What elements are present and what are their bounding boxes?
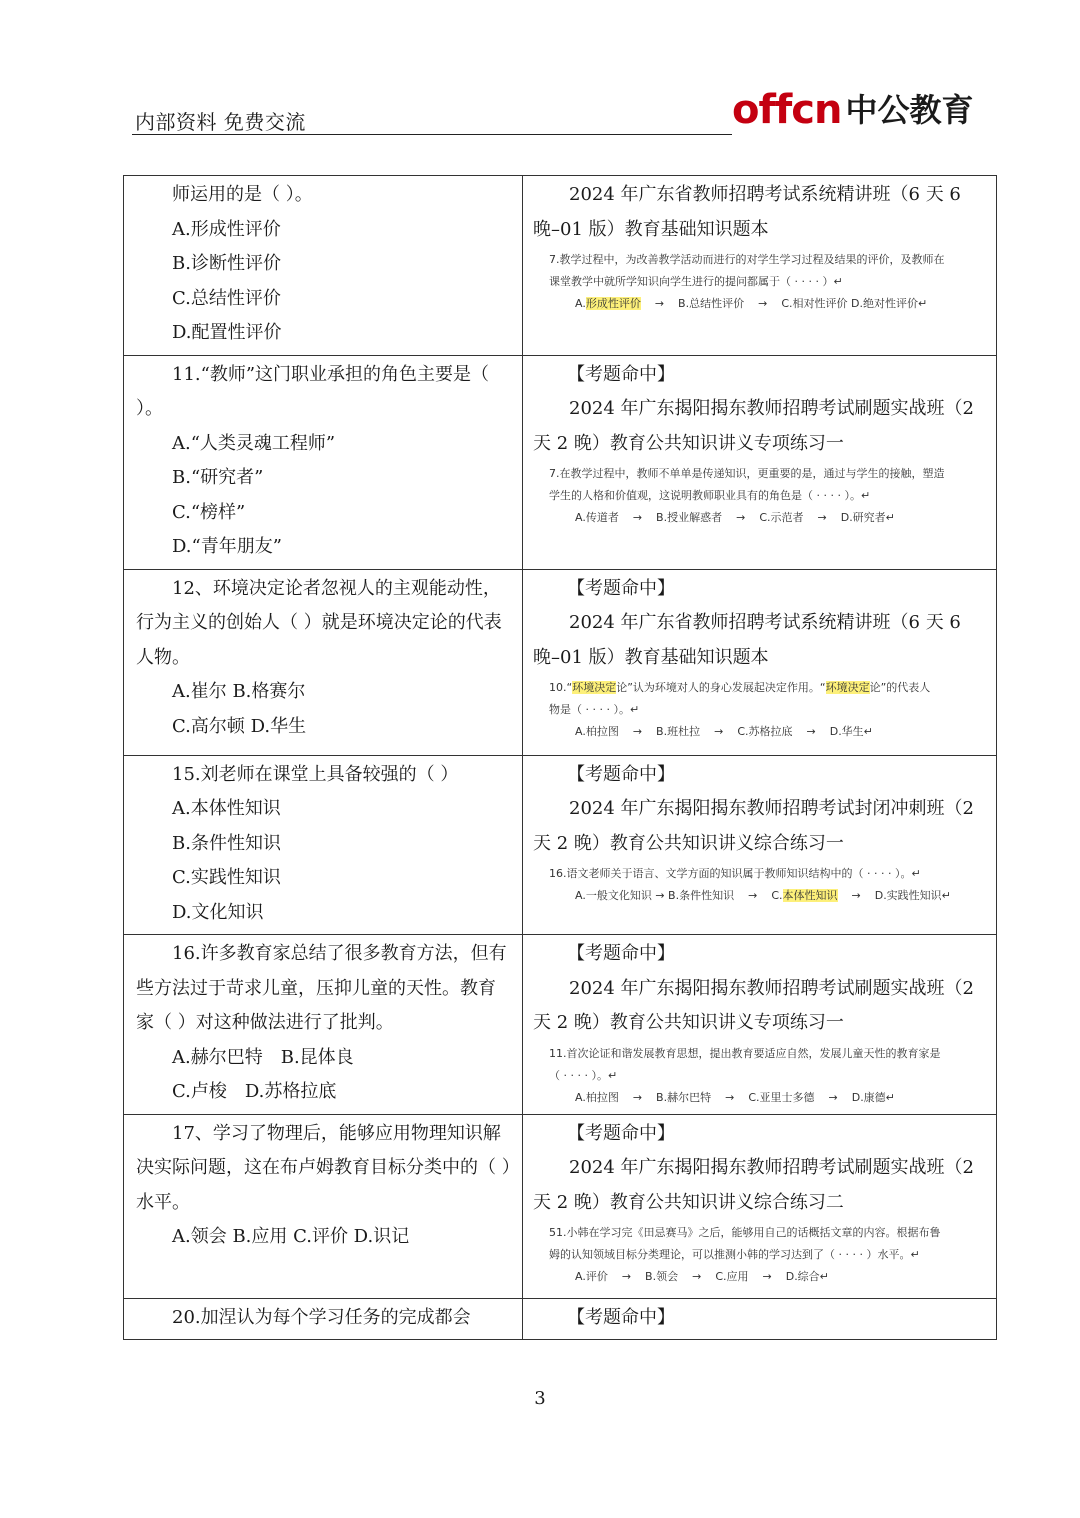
snippet-option: → bbox=[762, 1270, 772, 1283]
answer-option: A.赫尔巴特 B.昆体良 bbox=[172, 1046, 354, 1068]
hit-label: 【考题命中】 bbox=[567, 363, 675, 385]
table-row bbox=[124, 935, 997, 1115]
question-snippet bbox=[533, 1041, 986, 1109]
question-snippet bbox=[533, 675, 986, 743]
answer-option: D.文化知识 bbox=[172, 901, 264, 923]
snippet-option: B.班杜拉 bbox=[656, 725, 701, 738]
answer-option: B.诊断性评价 bbox=[172, 253, 281, 274]
hit-label: 【考题命中】 bbox=[567, 577, 675, 599]
question-text: 16.许多教育家总结了很多教育方法，但有些方法过于苛求儿童，压抑儿童的天性。教育家（ ）对这种做法进行了批判。 bbox=[136, 943, 507, 1033]
question-cell bbox=[124, 755, 523, 935]
snippet-option: → bbox=[758, 297, 768, 310]
source-cell bbox=[523, 355, 997, 569]
snippet-option: C.苏格拉底 bbox=[737, 725, 793, 738]
table-row bbox=[124, 755, 997, 935]
snippet-option: → bbox=[851, 889, 861, 902]
highlight-mark: 本体性知识 bbox=[782, 889, 838, 902]
answer-option: C.卢梭 D.苏格拉底 bbox=[172, 1081, 337, 1102]
snippet-option: C.应用 bbox=[715, 1270, 749, 1283]
answer-option: A.形成性评价 bbox=[172, 218, 281, 240]
question-cell bbox=[124, 1114, 523, 1298]
header-label: 内部资料 免费交流 bbox=[135, 110, 306, 134]
logo-wordmark: offcn bbox=[732, 87, 842, 133]
snippet-option: C.相对性评价 D.绝对性评价↵ bbox=[781, 297, 928, 310]
source-cell bbox=[523, 1114, 997, 1298]
table-row bbox=[124, 569, 997, 755]
highlight-mark: 形成性评价 bbox=[585, 297, 641, 310]
question-text: 12、环境决定论者忽视人的主观能动性，行为主义的创始人（ ）就是环境决定论的代表人物。 bbox=[136, 577, 502, 668]
snippet-option: → bbox=[621, 1270, 632, 1283]
question-cell bbox=[124, 935, 523, 1115]
answer-option: C.“榜样” bbox=[172, 501, 246, 523]
snippet-line: 物是（ · · · · ）。↵ bbox=[549, 703, 640, 716]
header-rule bbox=[132, 134, 732, 135]
source-title: 2024 年广东省教师招聘考试系统精讲班（6 天 6 晚–01 版）教育基础知识题本 bbox=[533, 184, 961, 240]
snippet-option: → bbox=[806, 725, 816, 738]
snippet-option: → bbox=[817, 511, 827, 524]
hit-label: 【考题命中】 bbox=[567, 943, 675, 964]
snippet-options bbox=[549, 507, 982, 529]
snippet-option: D.研究者↵ bbox=[840, 511, 895, 524]
snippet-line: 姆的认知领域目标分类理论，可以推测小韩的学习达到了（ · · · · ）水平。↵ bbox=[549, 1248, 920, 1261]
snippet-option: B.赫尔巴特 bbox=[656, 1090, 712, 1104]
source-title: 2024 年广东省教师招聘考试系统精讲班（6 天 6 晚–01 版）教育基础知识题本 bbox=[533, 612, 961, 668]
snippet-option: → bbox=[632, 725, 643, 738]
snippet-options bbox=[549, 1266, 982, 1288]
highlight-mark: 环境决定 bbox=[572, 681, 617, 694]
question-snippet bbox=[533, 247, 986, 315]
snippet-line: 7.教学过程中，为改善教学活动而进行的对学生学习过程及结果的评价，及教师在 bbox=[549, 253, 945, 266]
snippet-option: C.亚里士多德 bbox=[748, 1090, 815, 1104]
answer-option: A.“人类灵魂工程师” bbox=[172, 432, 336, 454]
logo-chinese: 中公教育 bbox=[845, 91, 974, 129]
snippet-option: C.本体性知识 bbox=[771, 889, 838, 902]
highlight-mark: 环境决定 bbox=[825, 681, 870, 694]
snippet-option: B.领会 bbox=[645, 1270, 679, 1283]
question-cell bbox=[124, 176, 523, 356]
snippet-option: D.综合↵ bbox=[785, 1270, 829, 1283]
snippet-options bbox=[549, 721, 982, 743]
answer-option: A.本体性知识 bbox=[172, 798, 281, 819]
snippet-option: D.实践性知识↵ bbox=[874, 889, 951, 902]
snippet-line: 课堂教学中就所学知识向学生进行的提问都属于（ · · · · ）↵ bbox=[549, 275, 843, 288]
snippet-option: → bbox=[714, 725, 724, 738]
snippet-option: A.评价 bbox=[575, 1270, 608, 1283]
table-row bbox=[124, 1298, 997, 1340]
question-text: 11.“教师”这门职业承担的角色主要是（ ）。 bbox=[136, 363, 490, 419]
snippet-line: 7.在教学过程中，教师不单单是传递知识，更重要的是，通过与学生的接触，塑造 bbox=[549, 467, 945, 480]
snippet-option: → bbox=[632, 511, 643, 524]
answer-option: A.领会 B.应用 C.评价 D.识记 bbox=[172, 1226, 410, 1247]
snippet-line: 51.小韩在学习完《田忌赛马》之后，能够用自己的话概括文章的内容。根据布鲁 bbox=[549, 1226, 941, 1239]
question-text: 师运用的是（ ）。 bbox=[172, 184, 313, 205]
question-cell bbox=[124, 1298, 523, 1340]
snippet-option: D.康德↵ bbox=[851, 1090, 895, 1104]
snippet-options bbox=[549, 293, 982, 315]
snippet-option: B.总结性评价 bbox=[678, 297, 745, 310]
source-cell bbox=[523, 755, 997, 935]
answer-option: A.崔尔 B.格赛尔 bbox=[172, 681, 306, 702]
snippet-option: → bbox=[828, 1090, 838, 1104]
source-title: 2024 年广东揭阳揭东教师招聘考试刷题实战班（2 天 2 晚）教育公共知识讲义专项练习一 bbox=[533, 977, 974, 1033]
question-snippet bbox=[533, 461, 986, 529]
offcn-logo bbox=[732, 87, 974, 133]
source-title: 2024 年广东揭阳揭东教师招聘考试封闭冲刺班（2 天 2 晚）教育公共知识讲义综合练习一 bbox=[533, 798, 974, 854]
answer-option: D.配置性评价 bbox=[172, 322, 282, 343]
answer-option: D.“青年朋友” bbox=[172, 536, 282, 557]
snippet-option: A.柏拉图 bbox=[575, 1090, 619, 1104]
snippet-option: → bbox=[725, 1090, 735, 1104]
snippet-option: A.形成性评价 bbox=[575, 297, 641, 310]
hit-label: 【考题命中】 bbox=[567, 763, 675, 785]
snippet-option: A.传道者 bbox=[575, 511, 619, 524]
snippet-options bbox=[549, 1087, 982, 1109]
table-row bbox=[124, 355, 997, 569]
answer-option: B.条件性知识 bbox=[172, 832, 281, 854]
snippet-option: D.华生↵ bbox=[829, 725, 873, 738]
question-cell bbox=[124, 355, 523, 569]
table-row bbox=[124, 1114, 997, 1298]
question-cell bbox=[124, 569, 523, 755]
snippet-option: → bbox=[748, 889, 758, 902]
snippet-option: → bbox=[632, 1090, 643, 1104]
snippet-line: （ · · · · ）。↵ bbox=[549, 1068, 618, 1082]
table-row bbox=[124, 176, 997, 356]
source-cell bbox=[523, 935, 997, 1115]
question-snippet bbox=[533, 1220, 986, 1288]
question-text: 17、学习了物理后，能够应用物理知识解决实际问题，这在布卢姆教育目标分类中的（ ）水平。 bbox=[136, 1122, 511, 1213]
answer-option: C.实践性知识 bbox=[172, 867, 281, 888]
snippet-line: 10.“环境决定论”认为环境对人的身心发展起决定作用。“环境决定论”的代表人 bbox=[549, 681, 931, 694]
source-cell bbox=[523, 176, 997, 356]
question-table bbox=[123, 175, 997, 1340]
answer-option: C.总结性评价 bbox=[172, 287, 281, 309]
source-title: 2024 年广东揭阳揭东教师招聘考试刷题实战班（2 天 2 晚）教育公共知识讲义综合练习二 bbox=[533, 1157, 974, 1213]
snippet-options bbox=[549, 885, 982, 907]
snippet-option: → bbox=[654, 297, 665, 310]
snippet-line: 16.语文老师关于语言、文学方面的知识属于教师知识结构中的（ · · · · ）。↵ bbox=[549, 867, 921, 880]
snippet-option: → bbox=[736, 511, 746, 524]
snippet-option: B.授业解惑者 bbox=[656, 511, 723, 524]
snippet-option: A.柏拉图 bbox=[575, 725, 619, 738]
answer-option: C.高尔顿 D.华生 bbox=[172, 715, 307, 737]
page-number: 3 bbox=[534, 1388, 546, 1409]
snippet-line: 学生的人格和价值观，这说明教师职业具有的角色是（ · · · · ）。↵ bbox=[549, 489, 871, 502]
answer-option: B.“研究者” bbox=[172, 467, 264, 488]
source-title: 2024 年广东揭阳揭东教师招聘考试刷题实战班（2 天 2 晚）教育公共知识讲义专项练习一 bbox=[533, 398, 974, 454]
hit-label: 【考题命中】 bbox=[567, 1122, 675, 1144]
snippet-line: 11.首次论证和谐发展教育思想，提出教育要适应自然，发展儿童天性的教育家是 bbox=[549, 1046, 941, 1060]
question-snippet bbox=[533, 861, 986, 907]
source-cell bbox=[523, 569, 997, 755]
question-text: 15.刘老师在课堂上具备较强的（ ） bbox=[172, 763, 459, 785]
source-cell bbox=[523, 1298, 997, 1340]
snippet-option: → bbox=[692, 1270, 702, 1283]
snippet-option: C.示范者 bbox=[759, 511, 804, 524]
snippet-option: A.一般文化知识 → B.条件性知识 bbox=[575, 889, 735, 902]
question-text: 20.加涅认为每个学习任务的完成都会 bbox=[172, 1306, 471, 1328]
hit-label: 【考题命中】 bbox=[567, 1306, 675, 1328]
